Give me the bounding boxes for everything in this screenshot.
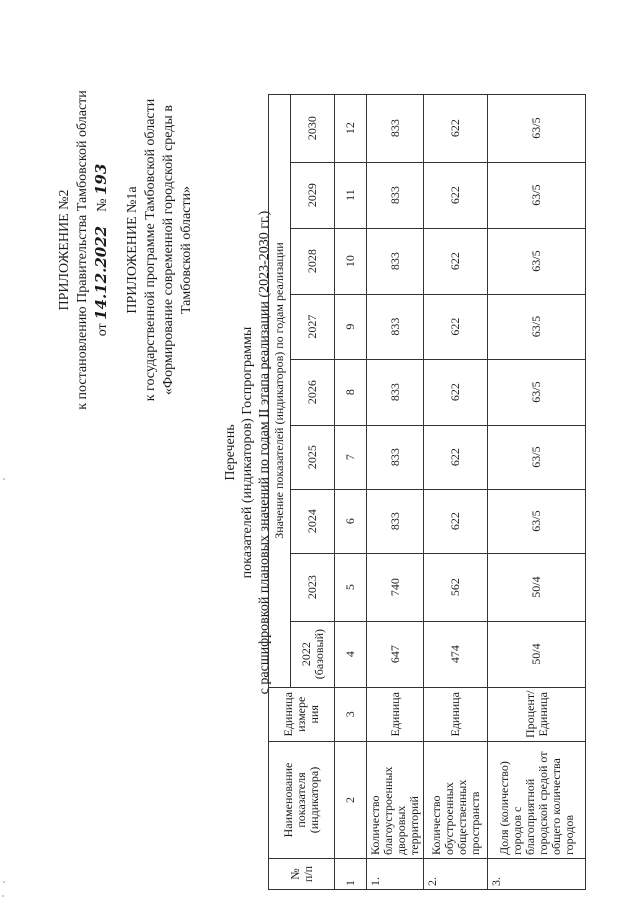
column-number: 2 bbox=[335, 742, 367, 859]
handwritten-number: 193 bbox=[92, 163, 110, 196]
indicators-table bbox=[268, 94, 586, 890]
column-number: 6 bbox=[335, 489, 367, 553]
header-name: Наименование показателя (индикатора) bbox=[269, 742, 335, 859]
column-number: 11 bbox=[335, 162, 367, 228]
scan-speck bbox=[3, 478, 5, 480]
table-row bbox=[367, 94, 424, 889]
value-cell: 63/5 bbox=[488, 359, 586, 425]
appendix-2-line1: к постановлению Правительства Тамбовской области bbox=[75, 90, 90, 410]
handwritten-date: 14.12.2022 bbox=[92, 225, 110, 320]
table-row bbox=[424, 94, 488, 889]
value-cell: 622 bbox=[424, 489, 488, 553]
year-header: 2023 bbox=[291, 553, 335, 621]
appendix-2-header bbox=[56, 25, 112, 475]
year-header: 2025 bbox=[291, 425, 335, 489]
value-cell: 833 bbox=[367, 162, 424, 228]
column-number: 9 bbox=[335, 294, 367, 359]
column-number: 10 bbox=[335, 228, 367, 294]
value-cell: 740 bbox=[367, 553, 424, 621]
year-header: 2027 bbox=[291, 294, 335, 359]
value-cell: 833 bbox=[367, 94, 424, 162]
date-prefix: от bbox=[95, 323, 110, 337]
column-number: 4 bbox=[335, 621, 367, 687]
indicator-name: Количество благоустроенных дворовых территорий bbox=[367, 742, 424, 859]
indicator-unit: Единица bbox=[424, 687, 488, 741]
row-number: 3. bbox=[488, 859, 586, 890]
appendix-1a-title: ПРИЛОЖЕНИЕ №1а bbox=[125, 186, 140, 314]
indicator-name: Доля (количество) городов с благоприятной городской средой от общего количества городов bbox=[488, 742, 586, 859]
value-cell: 622 bbox=[424, 94, 488, 162]
year-header: 2030 bbox=[291, 94, 335, 162]
column-number: 12 bbox=[335, 94, 367, 162]
column-number: 3 bbox=[335, 687, 367, 741]
column-number: 7 bbox=[335, 425, 367, 489]
value-cell: 622 bbox=[424, 228, 488, 294]
value-cell: 63/5 bbox=[488, 294, 586, 359]
value-cell: 562 bbox=[424, 553, 488, 621]
value-cell: 647 bbox=[367, 621, 424, 687]
value-cell: 474 bbox=[424, 621, 488, 687]
appendix-1a-line3: Тамбовской области» bbox=[179, 185, 194, 315]
header-unit: Единица измере ния bbox=[269, 687, 335, 741]
value-cell: 833 bbox=[367, 425, 424, 489]
appendix-2-date-line bbox=[92, 25, 112, 475]
value-cell: 833 bbox=[367, 489, 424, 553]
indicator-unit: Процент/ Единица bbox=[488, 687, 586, 741]
appendix-1a-line2: «Формирование современной городской среды в bbox=[161, 105, 176, 395]
appendix-1a-line1: к государственной программе Тамбовской области bbox=[143, 98, 158, 402]
appendix-2-title: ПРИЛОЖЕНИЕ №2 bbox=[57, 189, 72, 311]
value-cell: 50/4 bbox=[488, 621, 586, 687]
value-cell: 622 bbox=[424, 425, 488, 489]
column-number: 5 bbox=[335, 553, 367, 621]
row-number: 1. bbox=[367, 859, 424, 890]
list-title-line3: с расшифровкой плановых значений по годам II этапа реализации (2023-2030 гг.) bbox=[257, 210, 272, 695]
value-cell: 622 bbox=[424, 359, 488, 425]
value-cell: 622 bbox=[424, 294, 488, 359]
table-row bbox=[488, 94, 586, 889]
value-cell: 63/5 bbox=[488, 162, 586, 228]
value-cell: 50/4 bbox=[488, 553, 586, 621]
value-cell: 63/5 bbox=[488, 228, 586, 294]
year-header: 2022 (базовый) bbox=[291, 621, 335, 687]
column-number: 8 bbox=[335, 359, 367, 425]
value-cell: 63/5 bbox=[488, 489, 586, 553]
year-header: 2029 bbox=[291, 162, 335, 228]
scan-speck bbox=[3, 881, 5, 883]
value-cell: 833 bbox=[367, 228, 424, 294]
value-cell: 622 bbox=[424, 162, 488, 228]
column-number-row bbox=[335, 94, 367, 889]
header-num: № п/п bbox=[269, 859, 335, 890]
row-number: 2. bbox=[424, 859, 488, 890]
value-cell: 833 bbox=[367, 294, 424, 359]
value-cell: 63/5 bbox=[488, 94, 586, 162]
scan-speck bbox=[2, 895, 4, 897]
indicator-name: Количество обустроенных общественных пространств bbox=[424, 742, 488, 859]
list-title bbox=[222, 0, 273, 905]
indicator-unit: Единица bbox=[367, 687, 424, 741]
value-cell: 833 bbox=[367, 359, 424, 425]
number-prefix: № bbox=[95, 198, 110, 212]
header-values: Значение показателей (индикаторов) по годам реализации bbox=[269, 94, 291, 687]
list-title-line1: Перечень bbox=[223, 424, 238, 481]
appendix-1a-header bbox=[124, 25, 196, 475]
value-cell: 63/5 bbox=[488, 425, 586, 489]
list-title-line2: показателей (индикаторов) Госпрограммы bbox=[240, 326, 255, 579]
year-header: 2024 bbox=[291, 489, 335, 553]
year-header: 2026 bbox=[291, 359, 335, 425]
year-header: 2028 bbox=[291, 228, 335, 294]
column-number: 1 bbox=[335, 859, 367, 890]
